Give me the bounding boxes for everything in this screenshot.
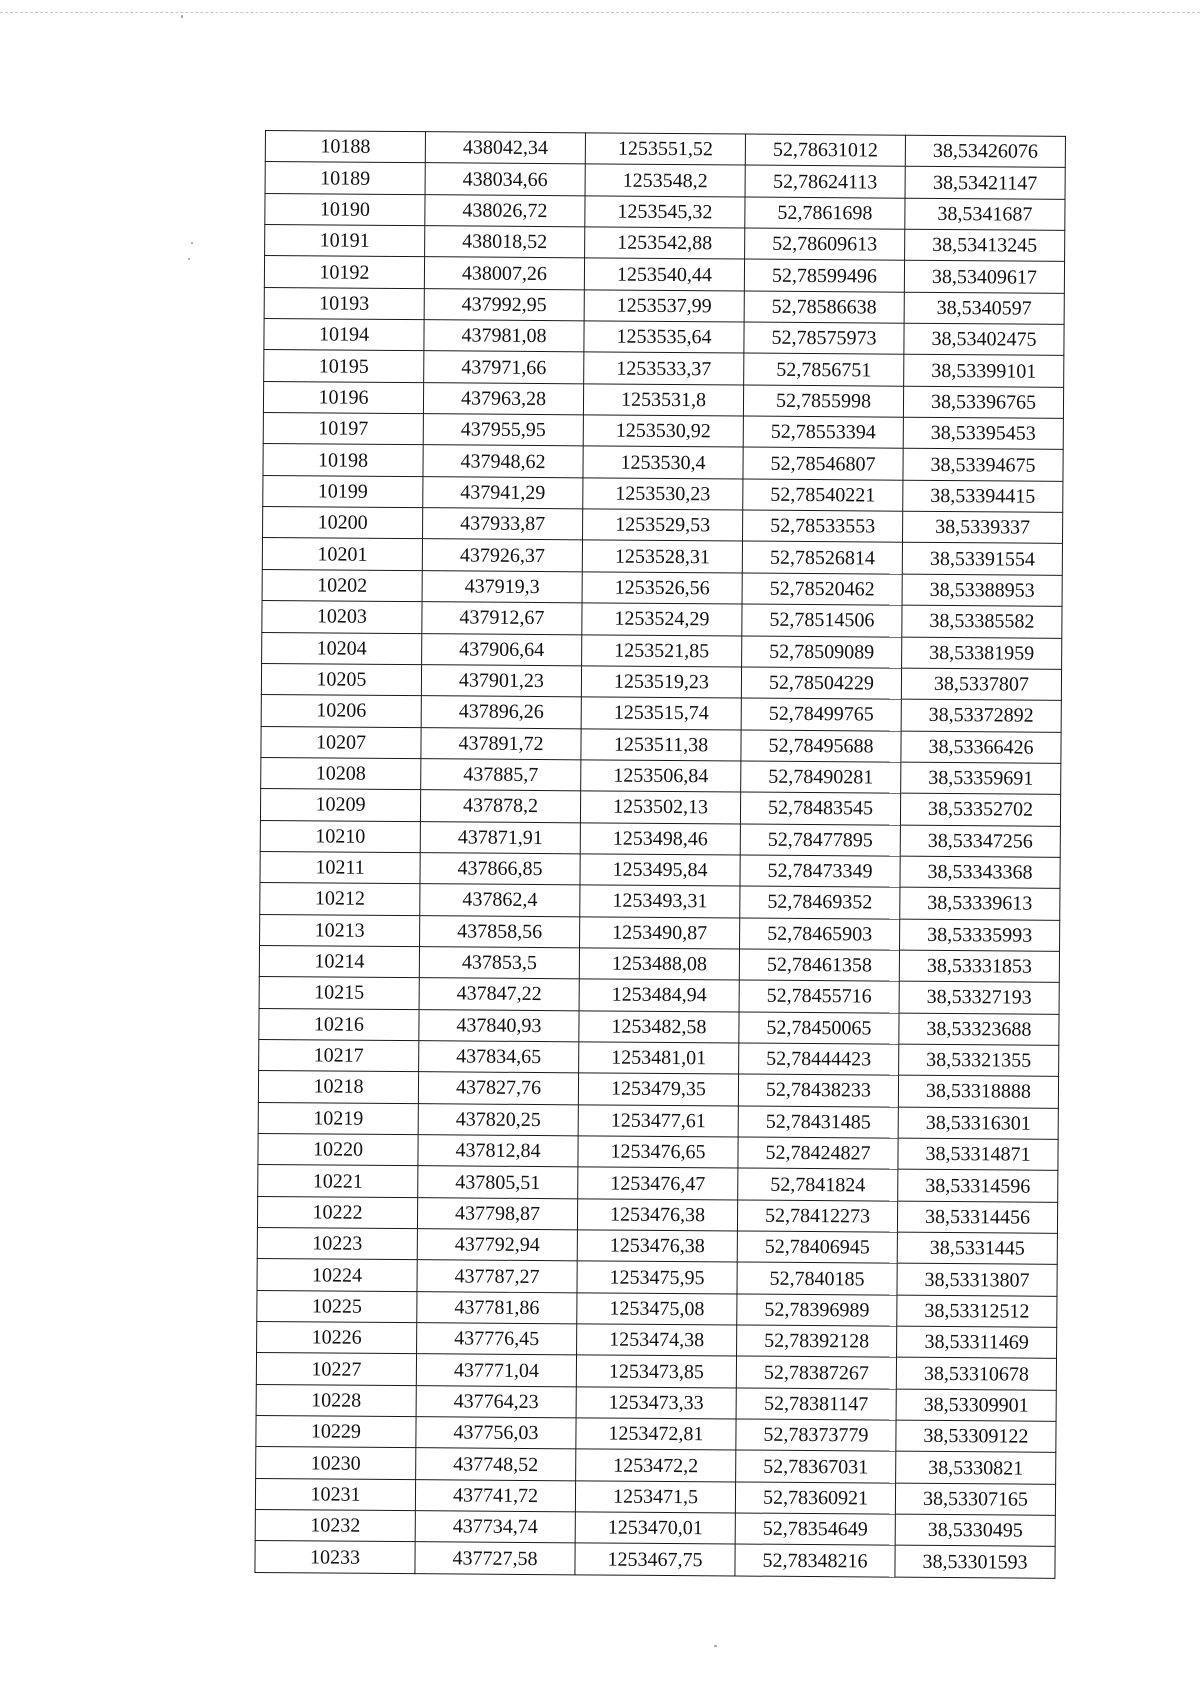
x-coordinate-cell: 437862,4	[420, 884, 580, 917]
x-coordinate-cell: 437919,3	[422, 570, 582, 603]
latitude-cell: 52,78499765	[741, 698, 901, 731]
latitude-cell: 52,78373779	[736, 1419, 896, 1452]
latitude-cell: 52,78381147	[736, 1388, 896, 1421]
y-coordinate-cell: 1253515,74	[581, 697, 741, 730]
point-number-cell: 10206	[261, 695, 421, 728]
latitude-cell: 52,78599496	[744, 259, 904, 292]
point-number-cell: 10215	[259, 977, 419, 1010]
y-coordinate-cell: 1253472,2	[576, 1449, 736, 1482]
point-number-cell: 10230	[256, 1447, 416, 1480]
longitude-cell: 38,53402475	[904, 323, 1064, 356]
scan-speck	[188, 258, 190, 260]
longitude-cell: 38,53399101	[904, 355, 1064, 388]
x-coordinate-cell: 437885,7	[421, 759, 581, 792]
y-coordinate-cell: 1253476,38	[577, 1199, 737, 1232]
x-coordinate-cell: 437820,25	[418, 1103, 578, 1136]
x-coordinate-cell: 437840,93	[419, 1009, 579, 1042]
latitude-cell: 52,78392128	[737, 1325, 897, 1358]
longitude-cell: 38,53426076	[905, 135, 1065, 168]
latitude-cell: 52,7861698	[745, 197, 905, 230]
longitude-cell: 38,5339337	[902, 511, 1062, 544]
longitude-cell: 38,53385582	[902, 605, 1062, 638]
point-number-cell: 10226	[257, 1322, 417, 1355]
x-coordinate-cell: 437948,62	[423, 445, 583, 478]
latitude-cell: 52,78540221	[743, 479, 903, 512]
point-number-cell: 10214	[259, 945, 419, 978]
point-number-cell: 10196	[263, 381, 423, 414]
y-coordinate-cell: 1253533,37	[584, 352, 744, 385]
longitude-cell: 38,53312512	[897, 1295, 1057, 1328]
x-coordinate-cell: 437963,28	[423, 382, 583, 415]
longitude-cell: 38,53314596	[898, 1170, 1058, 1203]
point-number-cell: 10212	[260, 883, 420, 916]
latitude-cell: 52,7856751	[744, 353, 904, 386]
latitude-cell: 52,7855998	[743, 385, 903, 418]
y-coordinate-cell: 1253493,31	[580, 885, 740, 918]
scan-speck	[181, 15, 183, 18]
longitude-cell: 38,53307165	[895, 1483, 1055, 1516]
x-coordinate-cell: 437827,76	[418, 1072, 578, 1105]
latitude-cell: 52,78624113	[745, 165, 905, 198]
x-coordinate-cell: 437901,23	[421, 665, 581, 698]
point-number-cell: 10210	[260, 820, 420, 853]
x-coordinate-cell: 437912,67	[422, 602, 582, 635]
y-coordinate-cell: 1253498,46	[580, 822, 740, 855]
point-number-cell: 10199	[263, 475, 423, 508]
x-coordinate-cell: 437891,72	[421, 727, 581, 760]
longitude-cell: 38,53314456	[897, 1201, 1057, 1234]
longitude-cell: 38,53395453	[903, 417, 1063, 450]
point-number-cell: 10188	[265, 131, 425, 164]
y-coordinate-cell: 1253476,38	[577, 1230, 737, 1263]
point-number-cell: 10207	[261, 726, 421, 759]
latitude-cell: 52,78431485	[738, 1106, 898, 1139]
longitude-cell: 38,5330495	[895, 1514, 1055, 1547]
x-coordinate-cell: 438018,52	[425, 226, 585, 259]
point-number-cell: 10203	[262, 601, 422, 634]
x-coordinate-cell: 437955,95	[423, 414, 583, 447]
point-number-cell: 10201	[262, 538, 422, 571]
scan-speck	[191, 242, 193, 244]
point-number-cell: 10192	[264, 256, 424, 289]
longitude-cell: 38,53311469	[897, 1326, 1057, 1359]
latitude-cell: 52,78412273	[737, 1200, 897, 1233]
x-coordinate-cell: 437896,26	[421, 696, 581, 729]
y-coordinate-cell: 1253471,5	[575, 1481, 735, 1514]
y-coordinate-cell: 1253470,01	[575, 1512, 735, 1545]
latitude-cell: 52,78490281	[741, 761, 901, 794]
longitude-cell: 38,53394675	[903, 449, 1063, 482]
latitude-cell: 52,78477895	[740, 824, 900, 857]
point-number-cell: 10209	[260, 789, 420, 822]
y-coordinate-cell: 1253548,2	[585, 164, 745, 197]
latitude-cell: 52,78360921	[735, 1482, 895, 1515]
x-coordinate-cell: 437741,72	[415, 1479, 575, 1512]
longitude-cell: 38,53309901	[896, 1389, 1056, 1422]
latitude-cell: 52,78504229	[741, 667, 901, 700]
longitude-cell: 38,53391554	[902, 543, 1062, 576]
point-number-cell: 10194	[264, 319, 424, 352]
latitude-cell: 52,78424827	[738, 1137, 898, 1170]
longitude-cell: 38,53318888	[898, 1075, 1058, 1108]
point-number-cell: 10224	[257, 1259, 417, 1292]
x-coordinate-cell: 437971,66	[424, 351, 584, 384]
y-coordinate-cell: 1253531,8	[583, 384, 743, 417]
x-coordinate-cell: 437812,84	[418, 1135, 578, 1168]
latitude-cell: 52,78546807	[743, 447, 903, 480]
longitude-cell: 38,5331445	[897, 1232, 1057, 1265]
point-number-cell: 10233	[255, 1541, 415, 1574]
point-number-cell: 10221	[258, 1165, 418, 1198]
point-number-cell: 10227	[256, 1353, 416, 1386]
y-coordinate-cell: 1253482,58	[579, 1010, 739, 1043]
longitude-cell: 38,53366426	[901, 731, 1061, 764]
coordinate-table	[254, 130, 1066, 1579]
y-coordinate-cell: 1253528,31	[582, 540, 742, 573]
longitude-cell: 38,53314871	[898, 1138, 1058, 1171]
longitude-cell: 38,53347256	[900, 825, 1060, 858]
y-coordinate-cell: 1253477,61	[578, 1104, 738, 1137]
y-coordinate-cell: 1253530,4	[583, 446, 743, 479]
longitude-cell: 38,53335993	[900, 919, 1060, 952]
longitude-cell: 38,53388953	[902, 574, 1062, 607]
y-coordinate-cell: 1253535,64	[584, 321, 744, 354]
latitude-cell: 52,78609613	[745, 228, 905, 261]
point-number-cell: 10204	[262, 632, 422, 665]
longitude-cell: 38,53343368	[900, 856, 1060, 889]
x-coordinate-cell: 437792,94	[417, 1229, 577, 1262]
scan-edge-line	[0, 12, 1200, 13]
point-number-cell: 10225	[257, 1290, 417, 1323]
latitude-cell: 52,78450065	[739, 1012, 899, 1045]
x-coordinate-cell: 437756,03	[416, 1417, 576, 1450]
latitude-cell: 52,78586638	[744, 291, 904, 324]
point-number-cell: 10216	[259, 1008, 419, 1041]
x-coordinate-cell: 437771,04	[416, 1354, 576, 1387]
y-coordinate-cell: 1253479,35	[578, 1073, 738, 1106]
point-number-cell: 10213	[260, 914, 420, 947]
latitude-cell: 52,78631012	[745, 134, 905, 167]
x-coordinate-cell: 437805,51	[418, 1166, 578, 1199]
table-row	[255, 1541, 1055, 1578]
point-number-cell: 10229	[256, 1416, 416, 1449]
x-coordinate-cell: 437727,58	[415, 1542, 575, 1575]
latitude-cell: 52,78469352	[740, 886, 900, 919]
y-coordinate-cell: 1253475,95	[577, 1261, 737, 1294]
latitude-cell: 52,78495688	[741, 730, 901, 763]
latitude-cell: 52,78533553	[742, 510, 902, 543]
latitude-cell: 52,78354649	[735, 1513, 895, 1546]
point-number-cell: 10191	[265, 225, 425, 258]
coordinate-table-body	[255, 131, 1066, 1579]
y-coordinate-cell: 1253484,94	[579, 979, 739, 1012]
point-number-cell: 10198	[263, 444, 423, 477]
x-coordinate-cell: 437853,5	[419, 947, 579, 980]
latitude-cell: 52,78509089	[742, 636, 902, 669]
point-number-cell: 10195	[264, 350, 424, 383]
point-number-cell: 10202	[262, 569, 422, 602]
x-coordinate-cell: 437748,52	[416, 1448, 576, 1481]
y-coordinate-cell: 1253537,99	[584, 290, 744, 323]
longitude-cell: 38,5337807	[901, 668, 1061, 701]
x-coordinate-cell: 438034,66	[425, 163, 585, 196]
x-coordinate-cell: 437798,87	[417, 1197, 577, 1230]
longitude-cell: 38,53372892	[901, 699, 1061, 732]
longitude-cell: 38,5341687	[905, 198, 1065, 231]
y-coordinate-cell: 1253502,13	[580, 791, 740, 824]
point-number-cell: 10232	[255, 1510, 415, 1543]
y-coordinate-cell: 1253530,92	[583, 415, 743, 448]
longitude-cell: 38,53331853	[899, 950, 1059, 983]
longitude-cell: 38,53352702	[900, 793, 1060, 826]
point-number-cell: 10218	[258, 1071, 418, 1104]
scan-speck	[714, 1645, 717, 1647]
latitude-cell: 52,78461358	[739, 949, 899, 982]
point-number-cell: 10219	[258, 1102, 418, 1135]
y-coordinate-cell: 1253526,56	[582, 572, 742, 605]
longitude-cell: 38,53413245	[905, 229, 1065, 262]
latitude-cell: 52,78514506	[742, 604, 902, 637]
latitude-cell: 52,78444423	[739, 1043, 899, 1076]
latitude-cell: 52,78406945	[737, 1231, 897, 1264]
longitude-cell: 38,53381959	[902, 637, 1062, 670]
longitude-cell: 38,53316301	[898, 1107, 1058, 1140]
longitude-cell: 38,53310678	[896, 1358, 1056, 1391]
y-coordinate-cell: 1253475,08	[577, 1293, 737, 1326]
x-coordinate-cell: 437776,45	[417, 1323, 577, 1356]
longitude-cell: 38,53339613	[900, 887, 1060, 920]
x-coordinate-cell: 437834,65	[419, 1041, 579, 1074]
latitude-cell: 52,78553394	[743, 416, 903, 449]
latitude-cell: 52,78473349	[740, 855, 900, 888]
y-coordinate-cell: 1253481,01	[579, 1042, 739, 1075]
y-coordinate-cell: 1253488,08	[579, 948, 739, 981]
latitude-cell: 52,78387267	[736, 1356, 896, 1389]
x-coordinate-cell: 438007,26	[424, 257, 584, 290]
y-coordinate-cell: 1253521,85	[582, 634, 742, 667]
longitude-cell: 38,53327193	[899, 981, 1059, 1014]
x-coordinate-cell: 437781,86	[417, 1291, 577, 1324]
longitude-cell: 38,53309122	[896, 1420, 1056, 1453]
x-coordinate-cell: 438042,34	[425, 132, 585, 165]
y-coordinate-cell: 1253524,29	[582, 603, 742, 636]
latitude-cell: 52,78465903	[740, 918, 900, 951]
point-number-cell: 10197	[263, 413, 423, 446]
point-number-cell: 10211	[260, 851, 420, 884]
x-coordinate-cell: 437992,95	[424, 288, 584, 321]
y-coordinate-cell: 1253530,23	[583, 478, 743, 511]
y-coordinate-cell: 1253511,38	[581, 728, 741, 761]
y-coordinate-cell: 1253473,85	[576, 1355, 736, 1388]
longitude-cell: 38,5330821	[896, 1452, 1056, 1485]
x-coordinate-cell: 437764,23	[416, 1385, 576, 1418]
x-coordinate-cell: 437787,27	[417, 1260, 577, 1293]
longitude-cell: 38,53301593	[895, 1546, 1055, 1579]
point-number-cell: 10217	[259, 1039, 419, 1072]
y-coordinate-cell: 1253529,53	[583, 509, 743, 542]
longitude-cell: 38,53396765	[903, 386, 1063, 419]
longitude-cell: 38,53394415	[903, 480, 1063, 513]
y-coordinate-cell: 1253476,47	[578, 1167, 738, 1200]
x-coordinate-cell: 437981,08	[424, 320, 584, 353]
longitude-cell: 38,53409617	[904, 261, 1064, 294]
y-coordinate-cell: 1253490,87	[580, 916, 740, 949]
point-number-cell: 10193	[264, 287, 424, 320]
latitude-cell: 52,78367031	[736, 1450, 896, 1483]
y-coordinate-cell: 1253495,84	[580, 854, 740, 887]
latitude-cell: 52,78396989	[737, 1294, 897, 1327]
point-number-cell: 10231	[255, 1478, 415, 1511]
x-coordinate-cell: 437734,74	[415, 1511, 575, 1544]
x-coordinate-cell: 437878,2	[420, 790, 580, 823]
x-coordinate-cell: 438026,72	[425, 194, 585, 227]
latitude-cell: 52,7841824	[738, 1168, 898, 1201]
latitude-cell: 52,78526814	[742, 541, 902, 574]
y-coordinate-cell: 1253545,32	[585, 196, 745, 229]
y-coordinate-cell: 1253474,38	[577, 1324, 737, 1357]
point-number-cell: 10190	[265, 193, 425, 226]
point-number-cell: 10220	[258, 1133, 418, 1166]
x-coordinate-cell: 437858,56	[420, 915, 580, 948]
latitude-cell: 52,7840185	[737, 1262, 897, 1295]
x-coordinate-cell: 437933,87	[423, 508, 583, 541]
longitude-cell: 38,53313807	[897, 1264, 1057, 1297]
point-number-cell: 10208	[261, 757, 421, 790]
longitude-cell: 38,53323688	[899, 1013, 1059, 1046]
x-coordinate-cell: 437871,91	[420, 821, 580, 854]
y-coordinate-cell: 1253542,88	[585, 227, 745, 260]
longitude-cell: 38,5340597	[904, 292, 1064, 325]
latitude-cell: 52,78520462	[742, 573, 902, 606]
latitude-cell: 52,78483545	[740, 792, 900, 825]
point-number-cell: 10205	[261, 663, 421, 696]
point-number-cell: 10189	[265, 162, 425, 195]
y-coordinate-cell: 1253519,23	[581, 666, 741, 699]
y-coordinate-cell: 1253476,65	[578, 1136, 738, 1169]
point-number-cell: 10223	[257, 1228, 417, 1261]
latitude-cell: 52,78348216	[735, 1544, 895, 1577]
y-coordinate-cell: 1253467,75	[575, 1543, 735, 1576]
x-coordinate-cell: 437847,22	[419, 978, 579, 1011]
longitude-cell: 38,53359691	[901, 762, 1061, 795]
x-coordinate-cell: 437926,37	[422, 539, 582, 572]
point-number-cell: 10228	[256, 1384, 416, 1417]
longitude-cell: 38,53321355	[899, 1044, 1059, 1077]
point-number-cell: 10200	[263, 507, 423, 540]
y-coordinate-cell: 1253540,44	[584, 258, 744, 291]
point-number-cell: 10222	[257, 1196, 417, 1229]
latitude-cell: 52,78455716	[739, 980, 899, 1013]
y-coordinate-cell: 1253473,33	[576, 1387, 736, 1420]
x-coordinate-cell: 437866,85	[420, 853, 580, 886]
longitude-cell: 38,53421147	[905, 167, 1065, 200]
latitude-cell: 52,78438233	[738, 1074, 898, 1107]
y-coordinate-cell: 1253472,81	[576, 1418, 736, 1451]
x-coordinate-cell: 437906,64	[422, 633, 582, 666]
y-coordinate-cell: 1253551,52	[585, 133, 745, 166]
y-coordinate-cell: 1253506,84	[581, 760, 741, 793]
x-coordinate-cell: 437941,29	[423, 476, 583, 509]
latitude-cell: 52,78575973	[744, 322, 904, 355]
